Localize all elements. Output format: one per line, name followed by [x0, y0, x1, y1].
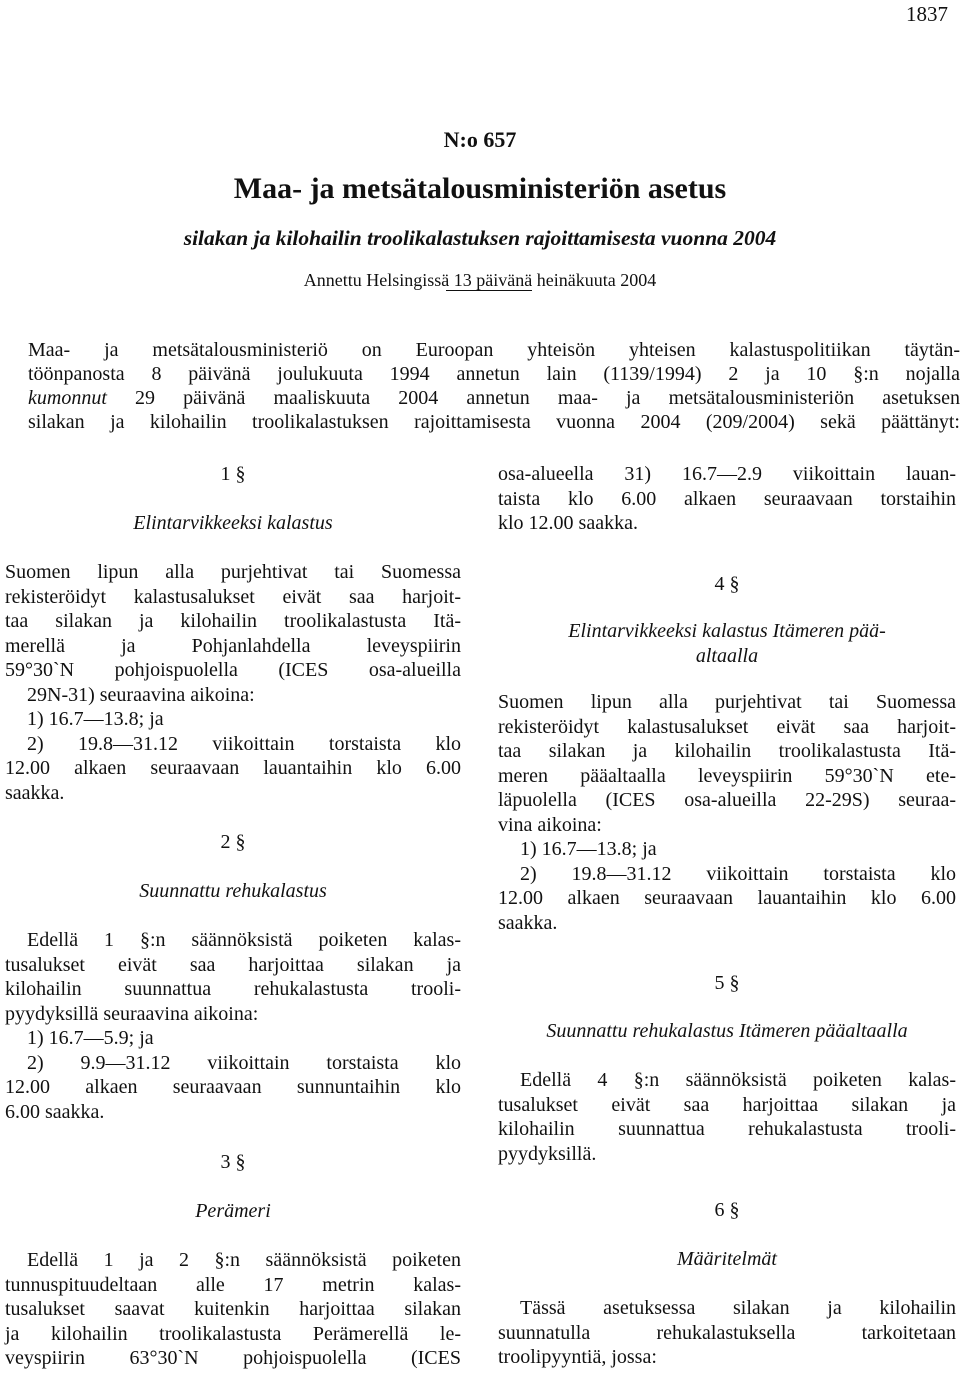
body-line: läpuolella (ICES osa-alueilla 22-29S) seuraa- [498, 789, 956, 811]
body-line: rekisteröidyt kalastusalukset eivät saa harjoit- [498, 715, 956, 738]
body-line: klo 12.00 saakka. [498, 512, 638, 534]
body-line: pyydyksillä. [498, 1142, 597, 1165]
right-column [498, 462, 956, 1375]
body-line: 6.00 saakka. [5, 1100, 105, 1123]
section-4-number: 4 § [714, 573, 740, 595]
body-line: taista klo 6.00 alkaen seuraavaan torstaihin [498, 487, 956, 510]
section-3-number: 3 § [220, 1151, 246, 1173]
body-line: Tässä asetuksessa silakan ja kilohailin [520, 1297, 956, 1319]
page-number: 1837 [906, 2, 948, 26]
section-6-body [498, 1296, 956, 1370]
section-1-number: 1 § [220, 463, 246, 485]
section-2-heading: Suunnattu rehukalastus [139, 880, 327, 902]
body-line: 2) 19.8—31.12 viikoittain torstaista klo [27, 732, 461, 755]
section-2-number: 2 § [220, 831, 246, 853]
body-line: Edellä 1 ja 2 §:n säännöksistä poiketen [27, 1249, 461, 1271]
body-line: veyspiirin 63°30`N pohjoispuolella (ICES [5, 1347, 461, 1369]
body-line: 1) 16.7—13.8; ja [27, 708, 164, 730]
heading-line: altaalla [695, 644, 759, 667]
body-line: 1) 16.7—5.9; ja [27, 1027, 154, 1049]
given-date: Annettu Helsingissä 13 päivänä heinäkuuta 2004 [303, 270, 657, 290]
body-line: kilohailin suunnattua rehukalastusta trooli- [5, 978, 461, 1000]
italic-word: kumonnut [28, 387, 107, 409]
body-line: tusalukset eivät saa harjoittaa silakan ja [498, 1093, 956, 1116]
body-line: kilohailin suunnattua rehukalastusta trooli- [498, 1118, 956, 1140]
body-line: 29N-31) seuraavina aikoina: [27, 683, 255, 706]
body-line: tusalukset saavat kuitenkin harjoittaa silakan [5, 1298, 461, 1320]
body-line: rekisteröidyt kalastusalukset eivät saa harjoit- [5, 585, 461, 608]
heading-line: Elintarvikkeeksi kalastus Itämeren pää- [568, 620, 886, 642]
section-6-number: 6 § [714, 1199, 740, 1221]
preamble [28, 338, 960, 434]
body-line: tunnuspituudeltaan alle 17 metrin kalas- [5, 1273, 461, 1296]
body-line: Edellä 4 §:n säännöksistä poiketen kalas- [520, 1069, 956, 1091]
body-line: 12.00 alkaen seuraavaan lauantaihin klo 6.00 [5, 757, 461, 779]
body-line: saakka. [498, 911, 558, 934]
body-line: pyydyksillä seuraavina aikoina: [5, 1002, 259, 1025]
preamble-line: Maa- ja metsätalousministeriö on Euroopan yhteisön yhteisen kalastuspolitiikan täytän- [28, 339, 960, 361]
body-line: 59°30`N pohjoispuolella (ICES osa-alueilla [5, 659, 461, 681]
section-5-number: 5 § [714, 972, 740, 994]
body-line: saakka. [5, 781, 65, 804]
body-line: ja kilohailin troolikalastusta Perämerellä le- [5, 1322, 461, 1345]
body-line: Suomen lipun alla purjehtivat tai Suomessa [5, 561, 461, 583]
section-3-heading: Perämeri [195, 1200, 271, 1222]
document-subtitle: silakan ja kilohailin troolikalastuksen rajoittamisesta vuonna 2004 [183, 226, 777, 250]
section-1-heading: Elintarvikkeeksi kalastus [133, 512, 333, 534]
body-line: suunnatulla rehukalastuksella tarkoitetaan [498, 1321, 956, 1344]
preamble-line: kumonnut 29 päivänä maaliskuuta 2004 annetun maa- ja metsätalousministeriön asetuksen [28, 387, 960, 409]
body-line: tusalukset eivät saa harjoittaa silakan ja [5, 953, 461, 976]
section-5-body [498, 1068, 956, 1166]
body-line: taa silakan ja kilohailin troolikalastusta Itä- [5, 610, 461, 632]
body-line: Edellä 1 §:n säännöksistä poiketen kalas- [27, 929, 461, 951]
body-line: taa silakan ja kilohailin troolikalastusta Itä- [498, 740, 956, 762]
body-line: meren pääaltaalla leveyspiirin 59°30`N ete- [498, 764, 956, 787]
section-3-body [5, 1248, 461, 1371]
body-line: troolipyyntiä, jossa: [498, 1346, 657, 1368]
preamble-line: töönpanosta 8 päivänä joulukuuta 1994 annetun lain (1139/1994) 2 ja 10 §:n nojalla [28, 363, 960, 385]
section-1-body [5, 560, 461, 805]
statute-number: N:o 657 [443, 127, 517, 152]
left-column [5, 462, 461, 1375]
body-line: vina aikoina: [498, 813, 602, 836]
body-line: 1) 16.7—13.8; ja [520, 838, 657, 860]
section-6-heading: Määritelmät [677, 1248, 777, 1270]
body-line: Suomen lipun alla purjehtivat tai Suomessa [498, 691, 956, 713]
divider-rule [446, 290, 532, 291]
document-title: Maa- ja metsätalousministeriön asetus [233, 172, 727, 205]
preamble-line: silakan ja kilohailin troolikalastuksen rajoittamisesta vuonna 2004 (209/2004) sekä päättänyt: [28, 411, 960, 433]
section-3-continued [498, 462, 956, 536]
section-5-heading: Suunnattu rehukalastus Itämeren pääaltaalla [546, 1020, 908, 1042]
section-2-body [5, 928, 461, 1124]
body-line: 12.00 alkaen seuraavaan lauantaihin klo 6.00 [498, 887, 956, 909]
body-line: 2) 9.9—31.12 viikoittain torstaista klo [27, 1051, 461, 1074]
body-line: 12.00 alkaen seuraavaan sunnuntaihin klo [5, 1076, 461, 1098]
body-line: merellä ja Pohjanlahdella leveyspiirin [5, 634, 461, 657]
section-4-body [498, 690, 956, 935]
body-line: 2) 19.8—31.12 viikoittain torstaista klo [520, 862, 956, 885]
body-line: osa-alueella 31) 16.7—2.9 viikoittain lauan- [498, 463, 956, 485]
section-4-heading [498, 619, 956, 668]
